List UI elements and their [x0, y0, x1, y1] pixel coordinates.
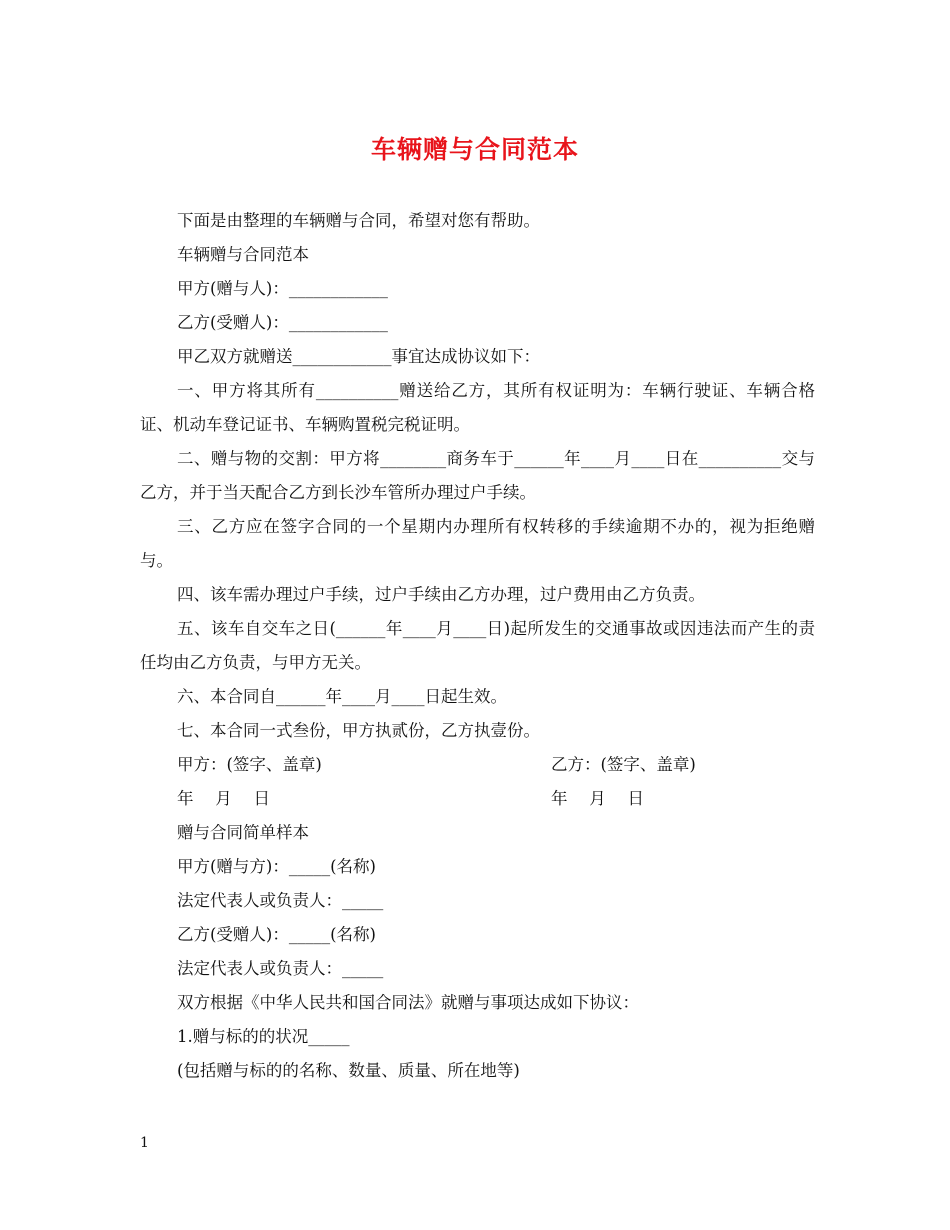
signature-row	[140, 748, 815, 782]
paragraph-donor: 甲方(赠与方)：_____(名称)	[177, 857, 376, 876]
page-number: 1	[140, 1135, 149, 1151]
paragraph-clause-1: 一、甲方将其所有__________赠送给乙方，其所有权证明为：车辆行驶证、车辆合格证、机动车登记证书、车辆购置税完税证明。	[140, 381, 815, 434]
paragraph-donee: 乙方(受赠人)：_____(名称)	[177, 925, 376, 944]
paragraph-donor-rep: 法定代表人或负责人：_____	[177, 891, 384, 910]
signature-date-b: 年 月 日	[551, 789, 644, 808]
paragraph-clause-3: 三、乙方应在签字合同的一个星期内办理所有权转移的手续逾期不办的，视为拒绝赠与。	[140, 517, 815, 570]
paragraph-item-1: 1.赠与标的的状况_____	[177, 1027, 350, 1046]
signature-date-a: 年 月 日	[177, 789, 270, 808]
paragraph-clause-6: 六、本合同自______年____月____日起生效。	[177, 687, 507, 706]
signature-date-row	[140, 782, 815, 816]
paragraph-clause-4: 四、该车需办理过户手续，过户手续由乙方办理，过户费用由乙方负责。	[177, 585, 705, 604]
paragraph-clause-2: 二、赠与物的交割：甲方将________商务车于______年____月____日在__________交与乙方，并于当天配合乙方到长沙车管所办理过户手续。	[140, 449, 815, 502]
document-body	[140, 204, 815, 1088]
paragraph-basis: 双方根据《中华人民共和国合同法》就赠与事项达成如下协议：	[177, 993, 639, 1012]
paragraph-clause-7: 七、本合同一式叁份，甲方执贰份，乙方执壹份。	[177, 721, 540, 740]
paragraph-party-a: 甲方(赠与人)：____________	[177, 279, 388, 298]
signature-party-b: 乙方：(签字、盖章)	[551, 755, 696, 774]
paragraph-item-1-note: (包括赠与标的的名称、数量、质量、所在地等)	[177, 1061, 520, 1080]
paragraph-party-b: 乙方(受赠人)：____________	[177, 313, 388, 332]
paragraph-subtitle: 车辆赠与合同范本	[177, 245, 309, 264]
paragraph-agreement: 甲乙双方就赠送____________事宜达成协议如下：	[177, 347, 540, 366]
paragraph-intro: 下面是由整理的车辆赠与合同，希望对您有帮助。	[177, 211, 540, 230]
paragraph-simple-sample: 赠与合同简单样本	[177, 823, 309, 842]
paragraph-clause-5: 五、该车自交车之日(______年____月____日)起所发生的交通事故或因违法而产生的责任均由乙方负责，与甲方无关。	[140, 619, 815, 672]
paragraph-donee-rep: 法定代表人或负责人：_____	[177, 959, 384, 978]
signature-party-a: 甲方：(签字、盖章)	[177, 755, 322, 774]
document-title: 车辆赠与合同范本	[370, 135, 579, 164]
